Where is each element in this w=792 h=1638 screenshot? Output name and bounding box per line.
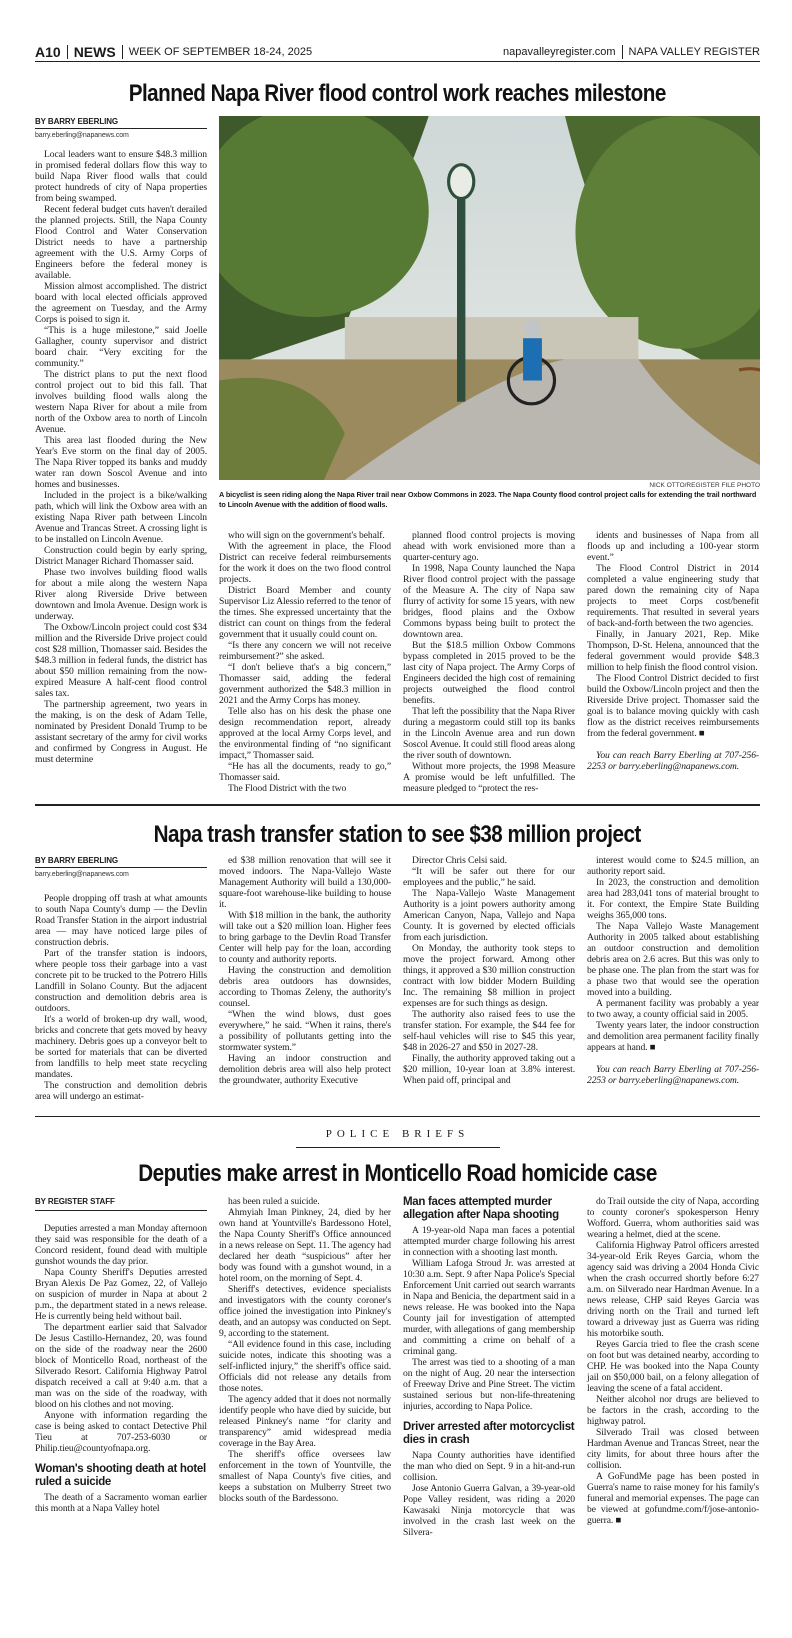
article-trash-transfer (35, 855, 760, 1102)
paragraph: Local leaders want to ensure $48.3 million in promised federal dollars flow this way to build Napa River flood walls that could protect hundreds of city of Napa properties from being swamped. (35, 149, 207, 204)
photo-caption: A bicyclist is seen riding along the Napa River trail near Oxbow Commons in 2023. The Napa County flood control project calls for extending the trail northward to Lincoln Avenue with the addition of flood walls. (219, 490, 757, 509)
article-headline: Napa trash transfer station to see $38 million project (153, 820, 642, 848)
page-header (35, 44, 760, 62)
section-kicker: POLICE BRIEFS (325, 1128, 470, 1140)
paragraph: “All evidence found in this case, including suicide notes, indicate this shooting was a self-inflicted injury,” the sheriff's office said. Officials did not release any details from those notes. (219, 1339, 391, 1394)
paragraph: The sheriff's office oversees law enforcement in the town of Yountville, the smallest of Napa County's five cities, and keeps a substation on Mulberry Street two blocks south of the Bardessono. (219, 1449, 391, 1504)
paragraph: The department earlier said that Salvador De Jesus Castillo-Hernandez, 20, was found on the side of the roadway near the 2600 block of Monticello Road, northeast of the Silverado Resort. California Highway Patrol dispatch received a call at 9:40 a.m. that a man was on the side of the roadway, with blood on his clothes and not moving. (35, 1322, 207, 1410)
paragraph: Having an indoor construction and demolition debris area will also help protect the groundwater, authority Executive (219, 1052, 391, 1086)
paragraph: Mission almost accomplished. The district board with local elected officials approved the agreement on Tuesday, and the Army Corps is poised to sign it. (35, 281, 207, 325)
paragraph: Deputies arrested a man Monday afternoon they said was responsible for the death of a Concord resident, found dead with multiple gunshot wounds the day prior. (35, 1223, 207, 1267)
article-column (587, 1196, 759, 1526)
paragraph: That left the possibility that the Napa River during a megastorm could still top its banks in the Lincoln Avenue area and run down Soscol Avenue. It could still flood areas along the river south of downtown. (403, 706, 575, 761)
paragraph: Finally, the authority approved taking out a $20 million, 10-year loan at 3.8% interest. When paid off, principal and (403, 1052, 575, 1086)
paragraph: With the agreement in place, the Flood District can receive federal reimbursements for the work it does on the two flood control projects. (219, 541, 391, 585)
article-column (219, 855, 391, 1086)
section-name: NEWS (73, 43, 116, 60)
paragraph: In 2023, the construction and demolition area had 283,041 tons of material brought to it. For context, the Empire State Building weighs 365,000 tons. (587, 876, 759, 921)
article-columns (219, 530, 760, 794)
paragraph: A 19-year-old Napa man faces a potential attempted murder charge following his arrest in connection with a shooting last month. (403, 1225, 575, 1258)
brief-subheadline: Driver arrested after motorcyclist dies in crash (403, 1421, 575, 1446)
article-headline-wrap (35, 821, 760, 855)
article-lead-column (35, 1196, 207, 1514)
section-divider (35, 1116, 760, 1118)
paragraph: California Highway Patrol officers arrested 34-year-old Erik Reyes Garcia, whom the agency said was driving a 2004 Honda Civic when the crash occurred shortly before 6:27 a.m. on Silverado near Hardman Avenue. In a news release, CHP said Reyes Garcia was driving north on the Trail and turned left toward a driveway just as Guerra was riding his motorbike south. (587, 1240, 759, 1339)
paragraph: District Board Member and county Supervisor Liz Alessio referred to the tenor of the times. She expressed uncertainty that the district can count on things from the federal government that it usually could count on. (219, 585, 391, 640)
divider (622, 45, 623, 59)
byline: BY BARRY EBERLING (35, 855, 207, 868)
paragraph: In 1998, Napa County launched the Napa River flood control project with the passage of the Measure A. The city of Napa saw flurry of activity for some 15 years, with new bridges, flood plains and the Oxbow Commons bypass being built to protect the downtown area. (403, 563, 575, 640)
news-photo (219, 116, 760, 480)
police-briefs (35, 1196, 760, 1538)
paragraph: has been ruled a suicide. (228, 1196, 320, 1207)
paragraph: Telle also has on his desk the phase one design recommendation report, already approved at the local Army Corps level, and the environmental finding of “no significant impact,” Thomasser said. (219, 706, 391, 761)
kicker-underline (296, 1147, 500, 1148)
paragraph: The construction and demolition debris area will undergo an estimat- (35, 1079, 207, 1102)
paragraph: The Napa Vallejo Waste Management Authority in 2005 talked about establishing an outdoor construction and demolition debris area on 2.6 acres. But this was only to be phase one. The plan from the start was for a phase two that would see the operation moved into a building. (587, 920, 759, 998)
article-headline-wrap (35, 80, 760, 114)
article-column (587, 855, 759, 1086)
paper-name: NAPA VALLEY REGISTER (628, 45, 760, 58)
article-column (219, 1196, 391, 1504)
paragraph: Napa County authorities have identified the man who died on Sept. 9 in a hit-and-run collision. (403, 1450, 575, 1483)
article-column (403, 530, 575, 794)
article-headline: Deputies make arrest in Monticello Road homicide case (138, 1160, 657, 1187)
paragraph: The agency added that it does not normally identify people who have died by suicide, but released Pinkney's name “for clarity and transparency” amid widespread media coverage in the Bay Area. (219, 1394, 391, 1449)
article-headline: Planned Napa River flood control work reaches milestone (128, 80, 667, 107)
newspaper-page (35, 0, 760, 1578)
paragraph: The partnership agreement, two years in the making, is on the desk of Adam Telle, nominated by President Donald Trump to be assistant secretary of the army for civil works and confirmed by Congress in August. He must determine (35, 699, 207, 765)
paragraph: The death of a Sacramento woman earlier this month at a Napa Valley hotel (35, 1492, 207, 1514)
paragraph: Without more projects, the 1998 Measure A promise would be left unfulfilled. The measure pledged to “protect the res- (403, 761, 575, 794)
paragraph: Reyes Garcia tried to flee the crash scene on foot but was detained nearby, according to CHP. He was booked into the Napa County jail on $50,000 bail, on a felony allegation of leaving the scene of a fatal accident. (587, 1339, 759, 1394)
paragraph: Silverado Trail was closed between Hardman Avenue and Trancas Street, near the city limits, for about three hours after the collision. (587, 1427, 759, 1471)
paragraph: The arrest was tied to a shooting of a man on the night of Aug. 20 near the intersection of Freeway Drive and Pine Street. The victim sustained serious but non-life-threatening injuries, according to Napa Police. (403, 1357, 575, 1412)
paragraph: A GoFundMe page has been posted in Guerra's name to raise money for his family's funeral and memorial expenses. The page can be viewed at gofundme.com/f/jose-antonio-guerra. ■ (587, 1471, 759, 1526)
paragraph: But the $18.5 million Oxbow Commons bypass completed in 2015 proved to be the last city of Napa project. The Army Corps of Engineers decided the high cost of remaining projects outweighed the flood control benefits. (403, 640, 575, 706)
paragraph: idents and businesses of Napa from all floods up and including a 100-year storm event.” (587, 530, 759, 563)
paragraph: “I don't believe that's a big concern,” Thomasser said, adding the federal government authorized the $48.3 million in 2021 and the Army Corps has money. (219, 662, 391, 706)
paragraph: Ahmyiah Iman Pinkney, 24, died by her own hand at Yountville's Bardessono Hotel, the Napa County Sheriff's Office announced in a news release on Sept. 11. The agency had declared her death “suspicious” after her body was found with a gunshot wound, in a hotel room, on the morning of Sept. 4. (219, 1207, 391, 1284)
paragraph: do Trail outside the city of Napa, according to county coroner's spokesperson Henry Wofford. Guerra, whom authorities said was wearing a helmet, died at the scene. (587, 1196, 759, 1240)
article-column (587, 530, 759, 772)
paragraph: People dropping off trash at what amounts to south Napa County's dump — the Devlin Road Transfer Station in the airport industrial area — may have noticed large piles of construction debris. (35, 892, 207, 948)
article-lead-column (35, 855, 207, 1102)
article-column (403, 855, 575, 1086)
paragraph: This area last flooded during the New Year's Eve storm on the final day of 2005. The Napa River topped its banks and muddy water ran down Soscol Avenue and into homes and businesses. (35, 435, 207, 490)
paragraph: Neither alcohol nor drugs are believed to be factors in the crash, according to the highway patrol. (587, 1394, 759, 1427)
brief-subheadline: Man faces attempted murder allegation after Napa shooting (403, 1196, 559, 1221)
paragraph: Director Chris Celsi said. (412, 854, 507, 866)
byline: BY BARRY EBERLING (35, 116, 207, 129)
author-contact: You can reach Barry Eberling at 707-256-2253 or barry.eberling@napanews.com. (587, 750, 759, 772)
page-number: A10 (35, 43, 61, 60)
paragraph: The Flood Control District decided to first build the Oxbow/Lincoln project and then the Riverside Drive project. Thomasser said the goal is to balance moving quickly with cash flow as the district receives reimbursements from the federal government. ■ (587, 673, 759, 739)
paragraph: interest would come to $24.5 million, an authority report said. (587, 854, 759, 877)
paragraph: The authority also raised fees to use the transfer station. For example, the $44 fee for self-haul vehicles will rise to $45 this year, $48 in 2026-27 and $50 in 2027-28. (403, 1008, 575, 1053)
paragraph: William Lafoga Stroud Jr. was arrested at 10:30 a.m. Sept. 9 after Napa Police's Special Enforcement Unit carried out search warrants in Napa and Benicia, the department said in a news release. He was booked into the Napa County jail for investigation of attempted murder, with allegations of gang membership and committing a crime on behalf of a criminal gang. (403, 1258, 575, 1357)
byline: BY REGISTER STAFF (35, 1196, 207, 1211)
author-email[interactable]: barry.eberling@napanews.com (35, 870, 129, 878)
divider (122, 45, 123, 59)
paragraph: The district plans to put the next flood control project out to bid this fall. That involves building flood walls along the western Napa River for about a mile from north of the Oxbow area to north of Lincoln Avenue. (35, 369, 207, 435)
paragraph: “This is a huge milestone,” said Joelle Gallagher, county supervisor and district board chair. “Very exciting for the community.” (35, 325, 207, 369)
paragraph: Finally, in January 2021, Rep. Mike Thompson, D-St. Helena, announced that the federal government would provide $48.3 million to help finish the flood control vision. (587, 629, 759, 673)
paragraph: The Flood Control District in 2014 completed a value engineering study that pared down the remaining city of Napa projects to meet Corps cost/benefit requirements. That resulted in several years of back-and-forth between the two agencies. (587, 563, 759, 629)
paragraph: Part of the transfer station is indoors, where people toss their garbage into a vast concrete pit to be trucked to the Potrero Hills Landfill in Solano County. But the adjacent construction and demolition debris area is outdoors. (35, 947, 207, 1014)
author-email[interactable]: barry.eberling@napanews.com (35, 132, 129, 139)
paragraph: Sheriff's detectives, evidence specialists and investigators with the county coroner's office joined the investigation into Pinkney's death, and an autopsy was conducted on Sept. 9, according to the statement. (219, 1284, 391, 1339)
paragraph: It's a world of broken-up dry wall, wood, bricks and concrete that gets moved by heavy machinery. Debris goes up a conveyor belt to be sorted for materials that can be diverted from landfills to help meet state recycling mandates. (35, 1013, 207, 1080)
article-column (35, 893, 207, 1102)
paragraph: Having the construction and demolition debris area outdoors has downsides, according to Thomas Zeleny, the authority's counsel. (219, 964, 391, 1009)
issue-date: WEEK OF SEPTEMBER 18-24, 2025 (128, 45, 313, 58)
article-column (35, 1223, 207, 1514)
article-flood-control (35, 116, 760, 794)
paragraph: who will sign on the government's behalf. (228, 530, 385, 541)
paragraph: Napa County Sheriff's Deputies arrested Bryan Alexis De Paz Gomez, 22, of Vallejo on suspicion of murder in Napa at about 2 p.m., the department stated in a news release. He is currently being held without bail. (35, 1267, 207, 1322)
photo-and-columns (219, 116, 760, 794)
website-link[interactable]: napavalleyregister.com (503, 45, 616, 58)
brief-subheadline: Woman's shooting death at hotel ruled a suicide (35, 1463, 206, 1488)
paragraph: Jose Antonio Guerra Galvan, a 39-year-old Pope Valley resident, was riding a 2020 Kawasaki Ninja motorcycle that was involved in the crash last week on the Silvera- (403, 1483, 575, 1538)
paragraph: The Flood District with the two (228, 783, 347, 794)
paragraph: The Oxbow/Lincoln project could cost $34 million and the Riverside Drive project could cost $28 million, Thomasser said. Besides the $48.3 million in federal funds, the district has about $50 million remaining from the now-expired Measure A half-cent flood control sales tax. (35, 622, 207, 699)
paragraph: ed $38 million renovation that will see it moved indoors. The Napa-Vallejo Waste Management Authority will build a 130,000-square-foot warehouse-like building to house it. (219, 854, 391, 910)
paragraph: Twenty years later, the indoor construction and demolition area permanent facility finally appears at hand. ■ (587, 1019, 759, 1053)
article-column (35, 149, 207, 765)
paragraph: Recent federal budget cuts haven't derailed the planned projects. Still, the Napa County Flood Control and Water Conservation District needs to have a partnership agreement with the U.S. Army Corps of Engineers before the federal money is available. (35, 204, 207, 281)
paragraph: Anyone with information regarding the case is being asked to contact Detective Phil Tieu at 707-253-6030 or Philip.tieu@countyofnapa.org. (35, 1410, 207, 1454)
paragraph: “It will be safer out there for our employees and the public,” he said. (403, 865, 575, 888)
paragraph: A permanent facility was probably a year to two away, a county official said in 2005. (587, 997, 759, 1020)
article-column (403, 1196, 575, 1538)
paragraph: On Monday, the authority took steps to move the project forward. Among other things, it approved a $30 million construction contract with low bidder Modern Building Inc. The remaining $8 million in project expenses are for such things as design. (403, 942, 575, 1009)
article-column (219, 530, 391, 794)
paragraph: “When the wind blows, dust goes everywhere,” he said. “When it rains, there's a possibility of pollutants getting into the stormwater system.” (219, 1008, 391, 1053)
article-headline-wrap (35, 1160, 760, 1194)
section-divider (35, 804, 760, 806)
divider (67, 45, 68, 59)
paragraph: planned flood control projects is moving ahead with work envisioned more than a quarter-century ago. (403, 530, 575, 563)
photo-credit: NICK OTTO/REGISTER FILE PHOTO (649, 482, 760, 489)
author-contact: You can reach Barry Eberling at 707-256-2253 or barry.eberling@napanews.com. (587, 1063, 759, 1086)
paragraph: Phase two involves building flood walls for about a mile along the western Napa River along Riverside Drive between downtown and Imola Avenue. Design work is underway. (35, 567, 207, 622)
article-lead-column (35, 116, 207, 765)
paragraph: “He has all the documents, ready to go,” Thomasser said. (219, 761, 391, 783)
paragraph: “Is there any concern we will not receive reimbursement?” she asked. (219, 640, 391, 662)
paragraph: The Napa-Vallejo Waste Management Authority is a joint powers authority among American Canyon, Napa, Vallejo and Napa County. It is governed by elected officials from each jurisdiction. (403, 887, 575, 943)
paragraph: Construction could begin by early spring, District Manager Richard Thomasser said. (35, 545, 207, 567)
paragraph: With $18 million in the bank, the authority will take out a $20 million loan. Higher fees to bring garbage to the Devlin Road Transfer Center will help pay for the loan, according to county and authority reports. (219, 909, 391, 965)
paragraph: Included in the project is a bike/walking path, which will link the Oxbow area with an existing Napa River path between Lincoln Avenue and Trancas Street. A crossing light is to be installed on Lincoln Avenue. (35, 490, 207, 545)
